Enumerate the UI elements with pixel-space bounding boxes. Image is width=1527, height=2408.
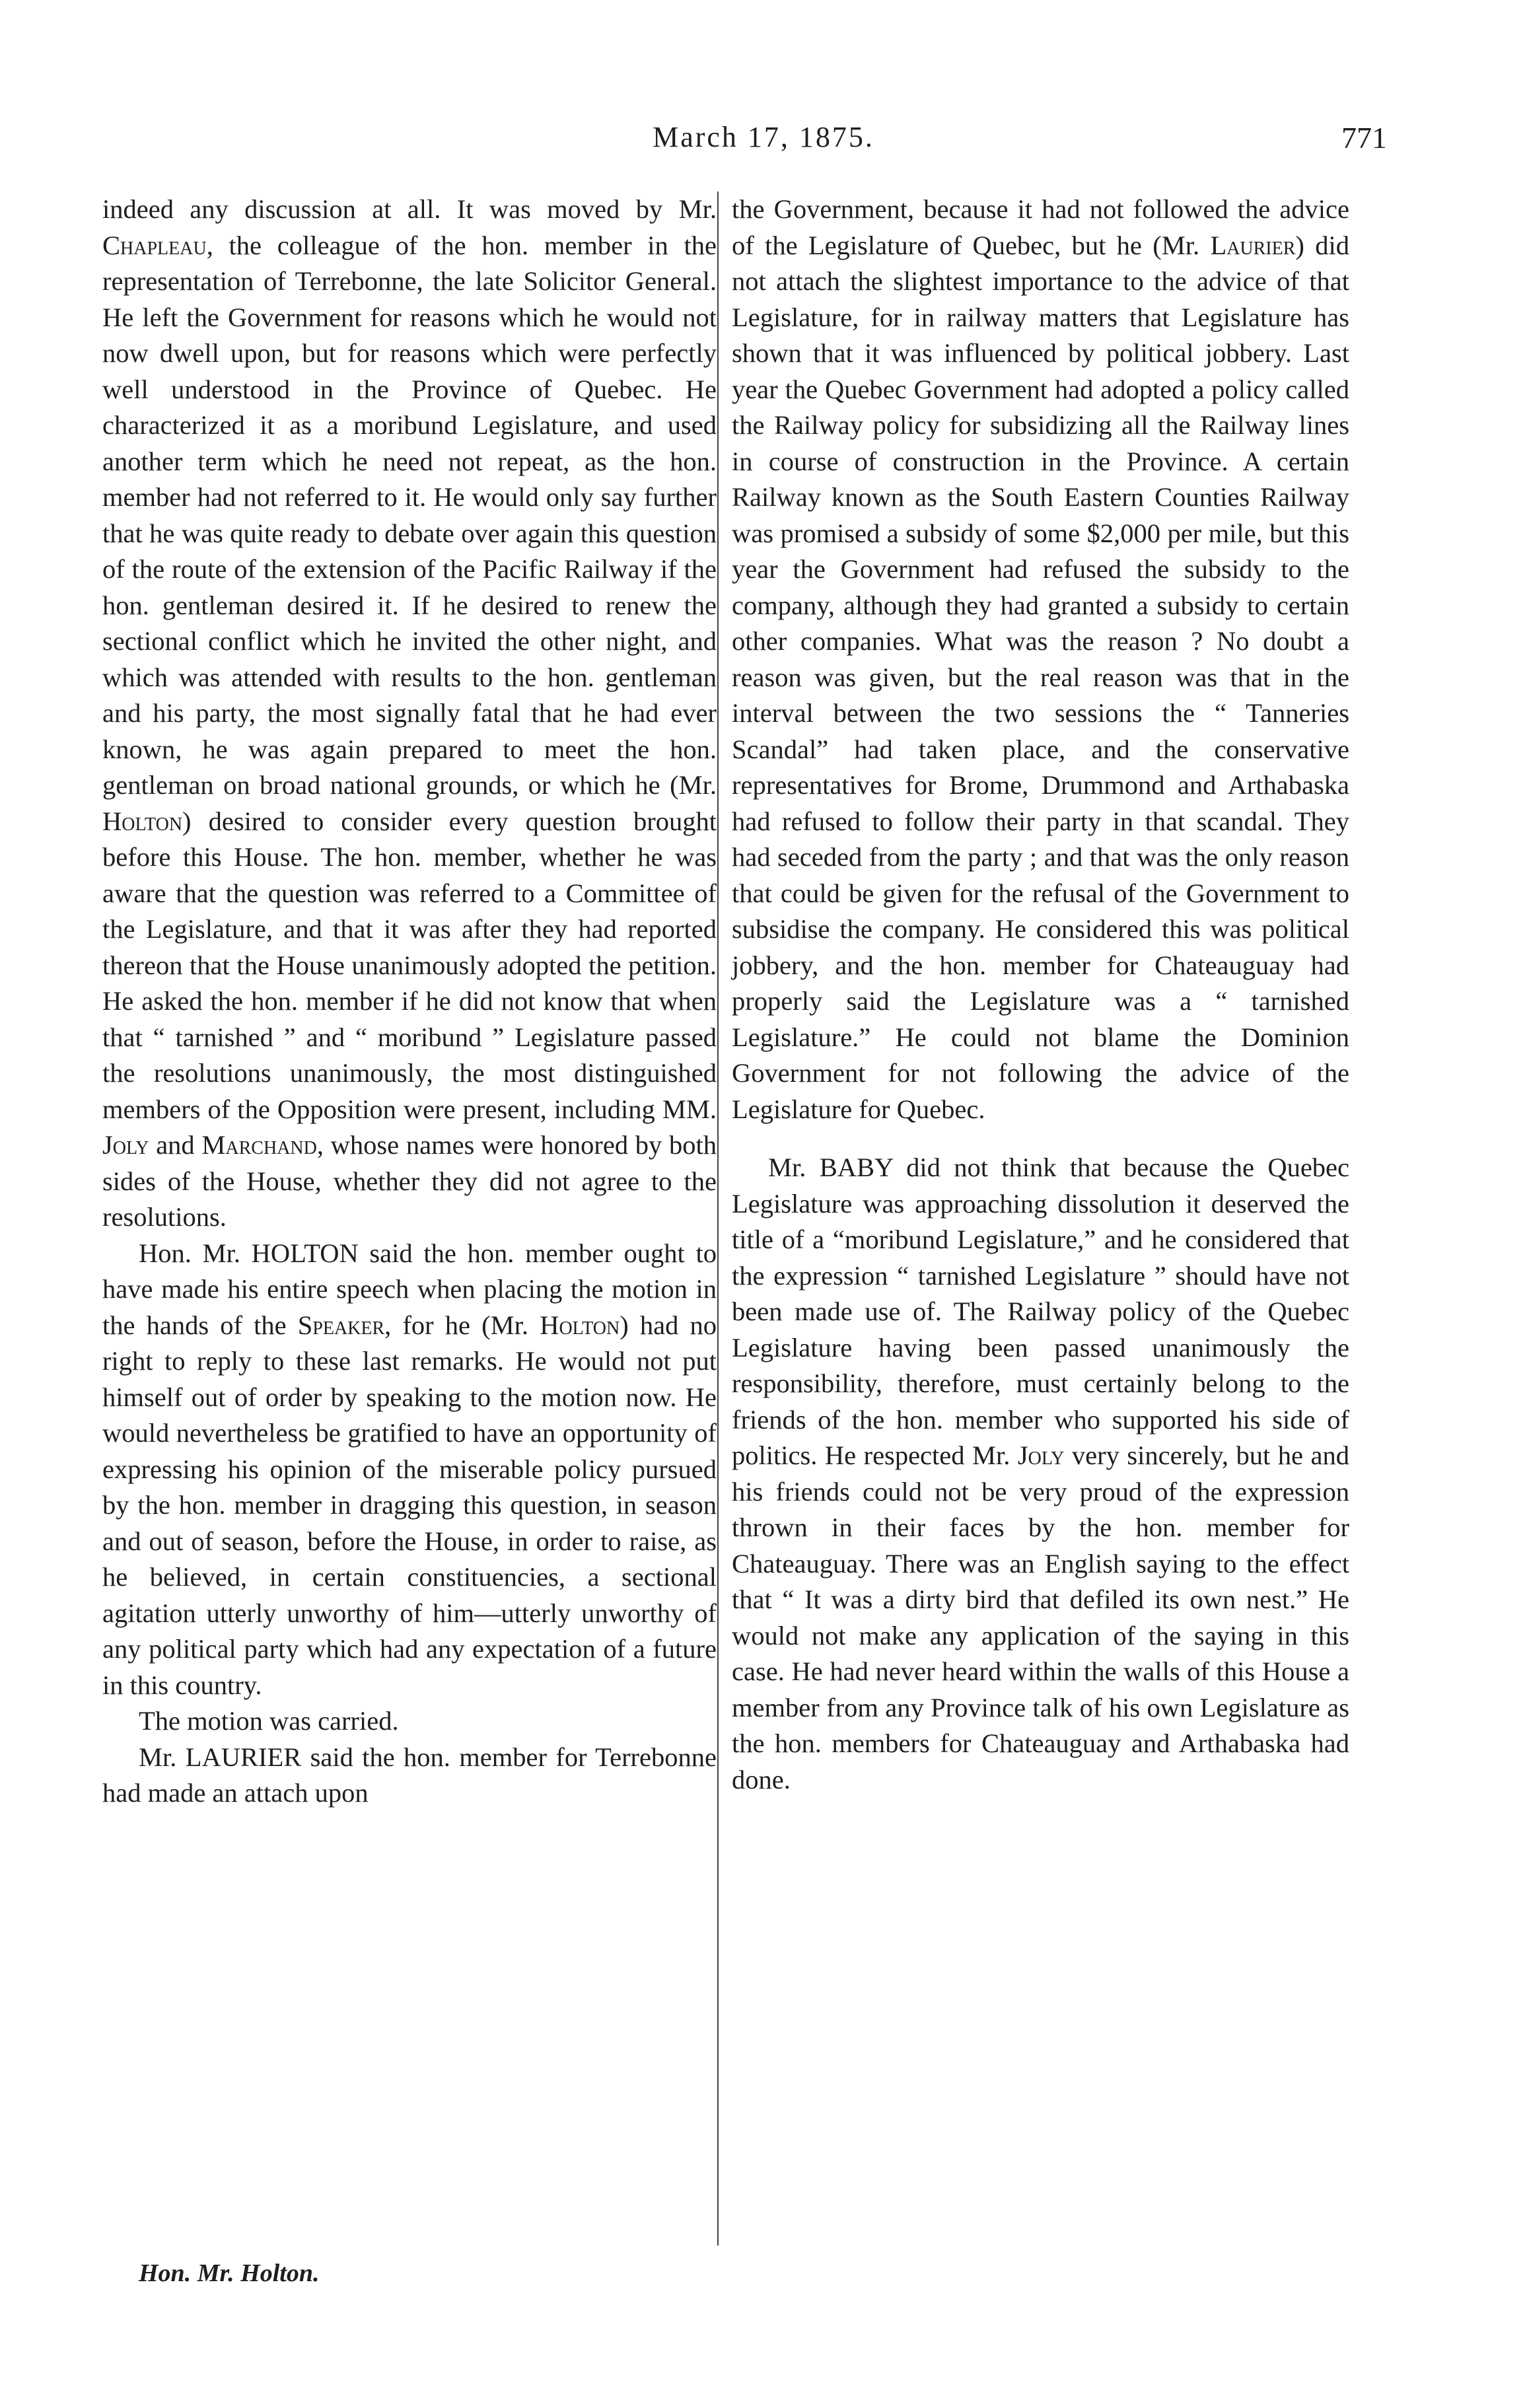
- paragraph-chapleau-motion: indeed any discussion at all. It was moved by Mr. Chapleau, the colleague of the hon. member in the representation of Terrebonne, the late Solicitor General. He left the Government for reasons which he would not now dwell upon, but for reasons which were perfectly well understood in the Province of Quebec. He characterized it as a moribund Legislature, and used another term which he need not repeat, as the hon. member had not referred to it. He would only say further that he was quite ready to debate over again this question of the route of the extension of the Pacific Railway if the hon. gentleman desired it. If he desired to renew the sectional conflict which he invited the other night, and which was attended with results to the hon. gentleman and his party, the most signally fatal that he had ever known, he was again prepared to meet the hon. gentleman on broad national grounds, or which he (Mr. Holton) desired to consider every question brought before this House. The hon. member, whether he was aware that the question was referred to a Committee of the Legislature, and that it was after they had reported thereon that the House unanimously adopted the petition. He asked the hon. member if he did not know that when that “ tarnished ” and “ moribund ” Legislature passed the resolutions unanimously, the most distinguished members of the Opposition were present, including MM. Joly and Marchand, whose names were honored by both sides of the House, whether they did not agree to the resolutions.: [102, 194, 717, 1232]
- name-marchand: Marchand: [201, 1130, 317, 1160]
- paragraph-baby-speech: Mr. BABY did not think that because the Quebec Legislature was approaching dissolution it deserved the title of a “moribund Legislature,” and he considered that the expression “ tarnished Legislature ” should have not been made use of. The Railway policy of the Quebec Legislature having been passed unanimously the responsibility, therefore, must certainly belong to the friends of the hon. member who supported his side of politics. He respected Mr. Joly very sincerely, but he and his friends could not be very proud of the expression thrown in their faces by the hon. member for Chateauguay. There was an English saying to the effect that “ It was a dirty bird that defiled its own nest.” He would not make any application of the saying in this case. He had never heard within the walls of this House a member from any Province talk of his own Legislature as the hon. members for Chateauguay and Arthabaska had done.: [732, 1152, 1349, 1794]
- paragraph-laurier-continued: the Government, because it had not followed the advice of the Legislature of Quebec, but he (Mr. Laurier) did not attach the slightest importance to the advice of that Legislature, for in railway matters that Legislature has shown that it was influenced by political jobbery. Last year the Quebec Government had adopted a policy called the Railway policy for subsidizing all the Railway lines in course of construction in the Province. A certain Railway known as the South Eastern Counties Railway was promised a subsidy of some $2,000 per mile, but this year the Government had refused the subsidy to the company, although they had granted a subsidy to certain other companies. What was the reason ? No doubt a reason was given, but the real reason was that in the interval between the two sessions the “ Tanneries Scandal” had taken place, and the conservative representatives for Brome, Drummond and Arthabaska had refused to follow their party in that scandal. They had seceded from the party ; and that was the only reason that could be given for the refusal of the Government to subsidise the company. He considered this was political jobbery, and the hon. member for Chateauguay had properly said the Legislature was a “ tarnished Legislature.” He could not blame the Dominion Government for not following the advice of the Legislature for Quebec.: [732, 194, 1349, 1124]
- right-column: [732, 192, 1349, 1798]
- name-laurier: Laurier: [1210, 230, 1296, 260]
- name-holton: Holton: [102, 806, 183, 836]
- name-speaker: Speaker: [297, 1310, 385, 1340]
- name-joly: Joly: [102, 1130, 149, 1160]
- name-holton: Holton: [540, 1310, 620, 1340]
- paragraph-laurier-start: Mr. LAURIER said the hon. member for Terrebonne had made an attach upon: [102, 1742, 717, 1808]
- column-divider: [717, 192, 719, 2246]
- name-chapleau: Chapleau: [102, 230, 207, 260]
- name-joly: Joly: [1017, 1440, 1065, 1470]
- paragraph-motion-carried: The motion was carried.: [139, 1706, 399, 1736]
- left-column: [102, 192, 717, 1812]
- page-header-date: March 17, 1875.: [653, 121, 874, 153]
- paragraph-holton-speech: Hon. Mr. HOLTON said the hon. member ought to have made his entire speech when placing the motion in the hands of the Speaker, for he (Mr. Holton) had no right to reply to these last remarks. He would not put himself out of order by speaking to the motion now. He would nevertheless be gratified to have an opportunity of expressing his opinion of the miserable policy pursued by the hon. member in dragging this question, in season and out of season, before the House, in order to raise, as he believed, in certain constituencies, a sectional agitation utterly unworthy of him—utterly unworthy of any political party which had any expectation of a future in this country.: [102, 1238, 717, 1700]
- page-number: 771: [1341, 121, 1387, 155]
- footer-running-head: Hon. Mr. Holton.: [139, 2259, 320, 2287]
